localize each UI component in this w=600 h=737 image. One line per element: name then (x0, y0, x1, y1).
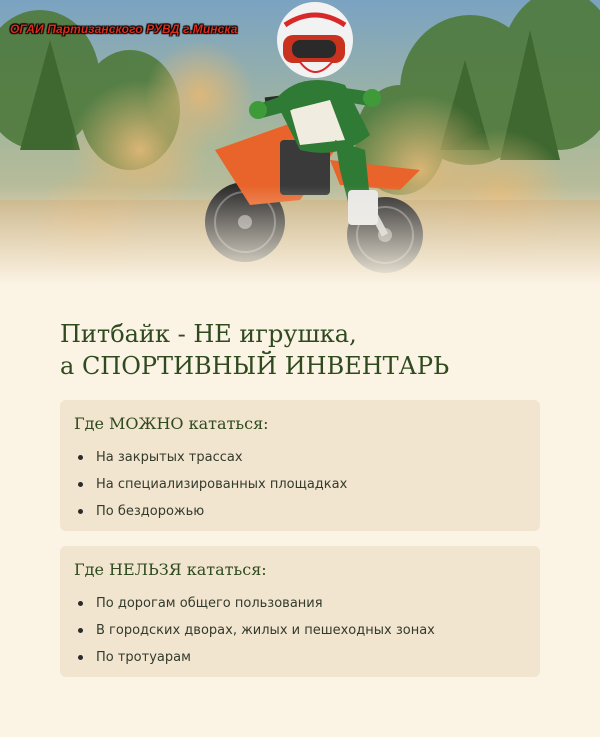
page-title (60, 318, 560, 382)
title-line-2: а СПОРТИВНЫЙ ИНВЕНТАРЬ (60, 352, 450, 380)
hero-illustration (0, 0, 600, 285)
forbidden-heading: Где НЕЛЬЗЯ кататься: (74, 560, 267, 579)
pitbike-rider-illustration (0, 0, 600, 285)
agency-label: ОГАИ Партизанского РУВД г.Минска (10, 22, 238, 36)
allowed-list (74, 444, 524, 525)
list-item: По бездорожью (74, 498, 524, 525)
list-item: По тротуарам (74, 644, 524, 671)
allowed-heading: Где МОЖНО кататься: (74, 414, 269, 433)
list-item: В городских дворах, жилых и пешеходных зонах (74, 617, 524, 644)
forbidden-places-card (60, 546, 540, 677)
forbidden-list (74, 590, 524, 671)
list-item: На закрытых трассах (74, 444, 524, 471)
list-item: По дорогам общего пользования (74, 590, 524, 617)
list-item: На специализированных площадках (74, 471, 524, 498)
allowed-places-card (60, 400, 540, 531)
title-line-1: Питбайк - НЕ игрушка, (60, 320, 357, 348)
